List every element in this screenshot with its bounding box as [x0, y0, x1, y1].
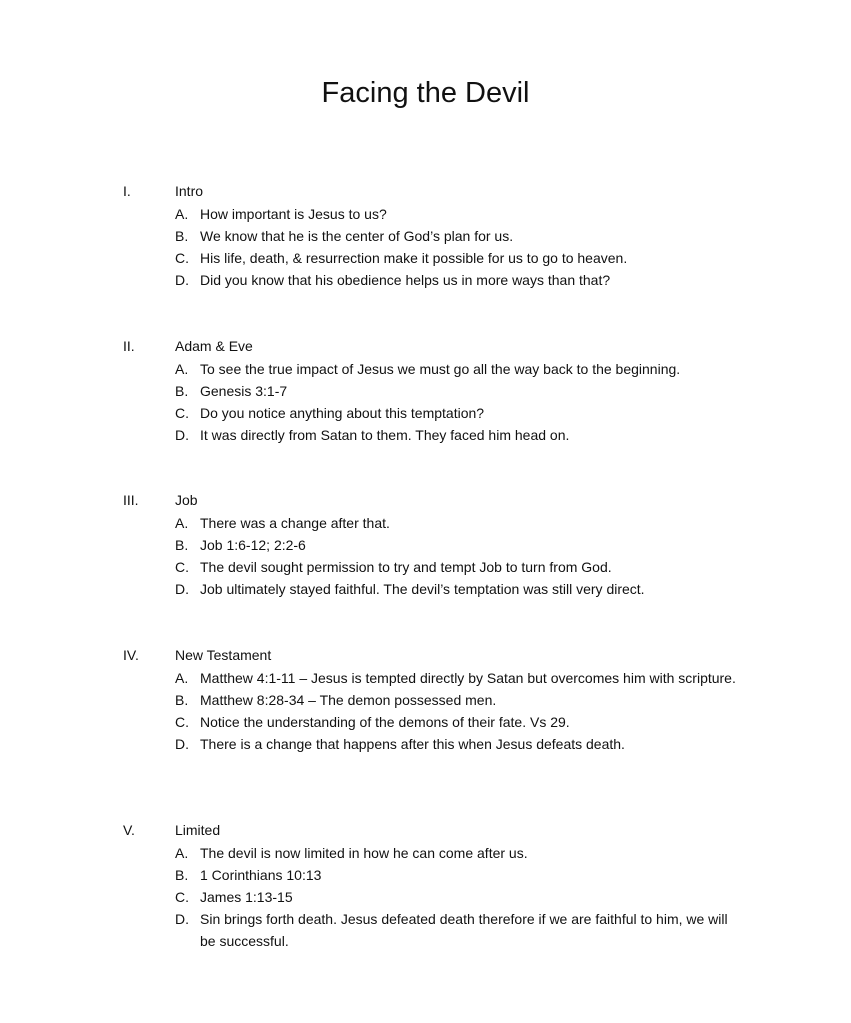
item-letter: B.: [175, 867, 189, 883]
outline-item: [175, 578, 745, 600]
outline-item: [175, 512, 745, 534]
item-letter: D.: [175, 272, 189, 288]
section-numeral: IV.: [123, 647, 139, 663]
item-letter: C.: [175, 405, 189, 421]
outline-item: [175, 842, 745, 864]
outline-item: [175, 711, 745, 733]
item-letter: A.: [175, 206, 189, 222]
section-heading: New Testament: [175, 647, 272, 663]
item-text: 1 Corinthians 10:13: [200, 867, 322, 883]
item-letter: B.: [175, 537, 189, 553]
outline-item: [175, 269, 745, 291]
outline-item: [175, 864, 745, 886]
item-text: There is a change that happens after this when Jesus defeats death.: [200, 736, 625, 752]
section-items: [175, 203, 745, 291]
section-items: [175, 842, 745, 952]
outline-item: [175, 908, 745, 952]
document-title: Facing the Devil: [321, 77, 530, 109]
outline-item: [175, 886, 745, 908]
outline-item: [175, 556, 745, 578]
item-text: His life, death, & resurrection make it possible for us to go to heaven.: [200, 250, 628, 266]
item-letter: C.: [175, 250, 189, 266]
item-letter: A.: [175, 361, 189, 377]
item-letter: A.: [175, 515, 189, 531]
item-letter: B.: [175, 692, 189, 708]
item-text: There was a change after that.: [200, 515, 390, 531]
item-text: Do you notice anything about this temptation?: [200, 405, 485, 421]
item-letter: C.: [175, 714, 189, 730]
item-letter: D.: [175, 736, 189, 752]
outline-item: [175, 667, 745, 689]
item-letter: A.: [175, 670, 189, 686]
outline-item: [175, 380, 745, 402]
section-items: [175, 358, 745, 446]
item-letter: C.: [175, 889, 189, 905]
item-text: Job ultimately stayed faithful. The devil’s temptation was still very direct.: [200, 581, 645, 597]
item-text: James 1:13-15: [200, 889, 293, 905]
item-letter: D.: [175, 581, 189, 597]
item-text: Job 1:6-12; 2:2-6: [200, 537, 306, 553]
outline-item: [175, 424, 745, 446]
item-letter: C.: [175, 559, 189, 575]
section-numeral: III.: [123, 492, 139, 508]
outline-item: [175, 203, 745, 225]
outline-item: [175, 402, 745, 424]
section-heading: Limited: [175, 822, 221, 838]
item-text: How important is Jesus to us?: [200, 206, 387, 222]
outline-item: [175, 247, 745, 269]
section-items: [175, 667, 745, 755]
item-text: Notice the understanding of the demons of their fate. Vs 29.: [200, 714, 570, 730]
item-letter: B.: [175, 383, 189, 399]
item-letter: A.: [175, 845, 189, 861]
item-text: Matthew 4:1-11 – Jesus is tempted directly by Satan but overcomes him with scripture.: [200, 670, 736, 686]
item-text: Matthew 8:28-34 – The demon possessed men.: [200, 692, 497, 708]
item-text: Did you know that his obedience helps us in more ways than that?: [200, 272, 611, 288]
section-heading: Job: [175, 492, 198, 508]
item-letter: D.: [175, 911, 189, 927]
outline-item: [175, 225, 745, 247]
outline-item: [175, 689, 745, 711]
item-letter: B.: [175, 228, 189, 244]
section-numeral: V.: [123, 822, 135, 838]
item-text: The devil sought permission to try and tempt Job to turn from God.: [200, 559, 612, 575]
outline-item: [175, 534, 745, 556]
outline-item: [175, 733, 745, 755]
item-text: The devil is now limited in how he can come after us.: [200, 845, 528, 861]
item-text: To see the true impact of Jesus we must go all the way back to the beginning.: [200, 361, 681, 377]
item-text: It was directly from Satan to them. They faced him head on.: [200, 427, 570, 443]
section-heading: Adam & Eve: [175, 338, 253, 354]
section-numeral: I.: [123, 183, 131, 199]
item-letter: D.: [175, 427, 189, 443]
item-text: We know that he is the center of God’s plan for us.: [200, 228, 514, 244]
item-text: Sin brings forth death. Jesus defeated death therefore if we are faithful to him, we will be successful.: [200, 911, 728, 949]
outline-item: [175, 358, 745, 380]
section-heading: Intro: [175, 183, 204, 199]
section-numeral: II.: [123, 338, 135, 354]
item-text: Genesis 3:1-7: [200, 383, 288, 399]
section-items: [175, 512, 745, 600]
